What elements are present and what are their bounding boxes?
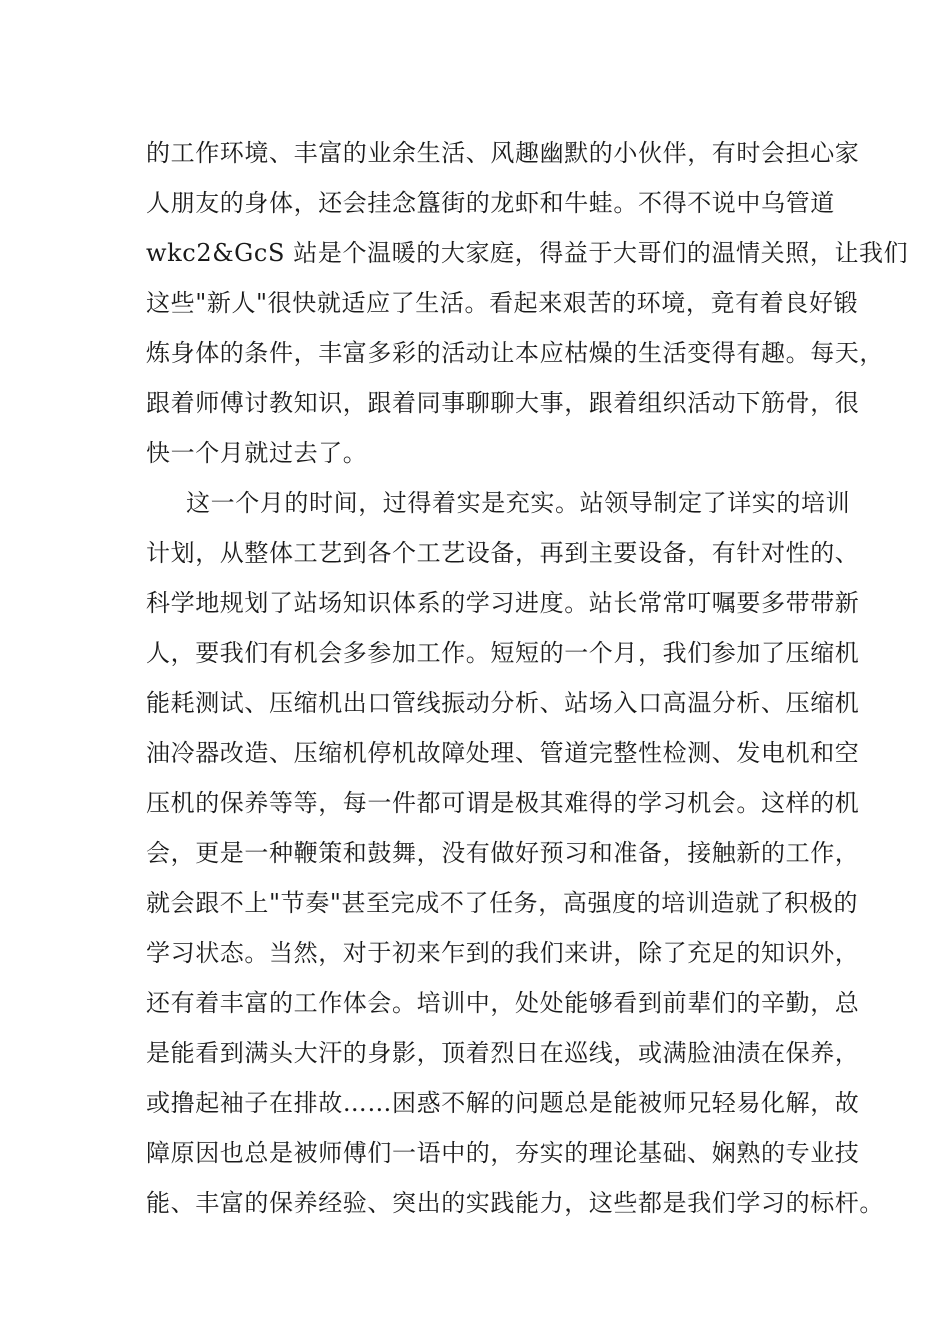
paragraph-2-line-4: 人，要我们有机会多参加工作。短短的一个月，我们参加了压缩机 bbox=[146, 639, 860, 667]
paragraph-1-line-5: 炼身体的条件，丰富多彩的活动让本应枯燥的生活变得有趣。每天， bbox=[146, 339, 884, 367]
paragraph-2-line-14: 障原因也总是被师傅们一语中的，夯实的理论基础、娴熟的专业技 bbox=[146, 1139, 860, 1167]
paragraph-2-line-8: 会，更是一种鞭策和鼓舞，没有做好预习和准备，接触新的工作， bbox=[146, 839, 860, 867]
paragraph-2-line-2: 计划，从整体工艺到各个工艺设备，再到主要设备，有针对性的、 bbox=[146, 539, 860, 567]
paragraph-1-line-6: 跟着师傅讨教知识，跟着同事聊聊大事，跟着组织活动下筋骨，很 bbox=[146, 389, 860, 417]
paragraph-2-line-7: 压机的保养等等，每一件都可谓是极其难得的学习机会。这样的机 bbox=[146, 789, 860, 817]
paragraph-2-line-9: 就会跟不上"节奏"甚至完成不了任务，高强度的培训造就了积极的 bbox=[146, 889, 859, 917]
paragraph-1-line-2: 人朋友的身体，还会挂念簋街的龙虾和牛蛙。不得不说中乌管道 bbox=[146, 189, 835, 217]
paragraph-1-line-4: 这些"新人"很快就适应了生活。看起来艰苦的环境，竟有着良好锻 bbox=[146, 289, 859, 317]
paragraph-2-line-15: 能、丰富的保养经验、突出的实践能力，这些都是我们学习的标杆。 bbox=[146, 1189, 884, 1217]
paragraph-1-line-1: 的工作环境、丰富的业余生活、风趣幽默的小伙伴，有时会担心家 bbox=[146, 139, 860, 167]
paragraph-1-line-7: 快一个月就过去了。 bbox=[146, 439, 368, 467]
paragraph-2-line-5: 能耗测试、压缩机出口管线振动分析、站场入口高温分析、压缩机 bbox=[146, 689, 860, 717]
paragraph-2-line-11: 还有着丰富的工作体会。培训中，处处能够看到前辈们的辛勤，总 bbox=[146, 989, 860, 1017]
paragraph-2-line-10: 学习状态。当然，对于初来乍到的我们来讲，除了充足的知识外， bbox=[146, 939, 860, 967]
paragraph-1-line-3: wkc2&GcS 站是个温暖的大家庭，得益于大哥们的温情关照，让我们 bbox=[146, 239, 909, 267]
paragraph-2-line-12: 是能看到满头大汗的身影，顶着烈日在巡线，或满脸油渍在保养， bbox=[146, 1039, 860, 1067]
paragraph-2-line-1: 这一个月的时间，过得着实是充实。站领导制定了详实的培训 bbox=[186, 489, 851, 517]
paragraph-2-line-6: 油冷器改造、压缩机停机故障处理、管道完整性检测、发电机和空 bbox=[146, 739, 860, 767]
paragraph-2-line-13: 或撸起袖子在排故……困惑不解的问题总是能被师兄轻易化解，故 bbox=[146, 1089, 860, 1117]
paragraph-2-line-3: 科学地规划了站场知识体系的学习进度。站长常常叮嘱要多带带新 bbox=[146, 589, 860, 617]
